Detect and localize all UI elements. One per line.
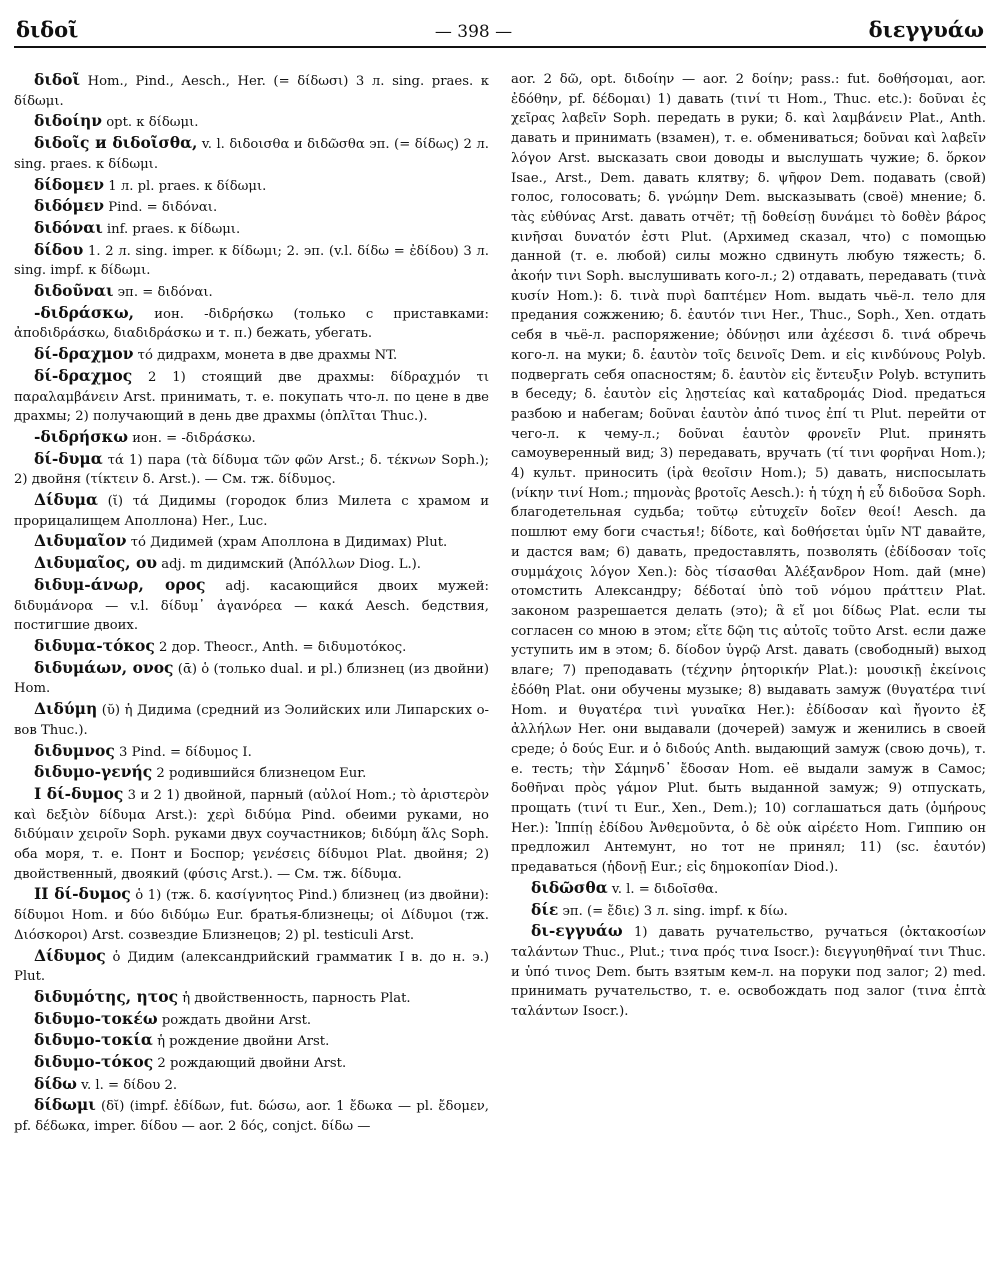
dictionary-entry xyxy=(14,553,489,575)
dictionary-entry xyxy=(14,1030,489,1052)
entry-headword: II δί-δυμος xyxy=(34,884,131,904)
dictionary-entry xyxy=(14,133,489,174)
entry-body: рождать двойни Arst. xyxy=(157,1012,312,1028)
entry-headword: διδυμο-τοκέω xyxy=(34,1008,158,1028)
entry-headword: διδυμνος xyxy=(34,740,115,760)
entry-body: 2 родившийся близнецом Eur. xyxy=(152,766,367,782)
entry-body: (ῐ) τά Дидимы (городок близ Милета с храмом и прорицалищем Аполлона) Her., Luc. xyxy=(14,494,489,529)
running-head-left: διδοῖ xyxy=(16,17,79,42)
entry-headword: διδυμάων, ονος xyxy=(34,657,174,677)
dictionary-entry xyxy=(14,762,489,784)
entry-body: эп. = διδόναι. xyxy=(113,285,213,301)
dictionary-entry xyxy=(14,70,489,111)
dictionary-entry xyxy=(14,575,489,636)
entry-body: 1) давать ручательство, ручаться (ὀκτακοσίων ταλάντων Thuc., Plut.; τινα πρός τινα Isocr.): διεγγυηθῆναί τινι Thuc. и ὑπό τινος Dem. быть взятым кем-л. на поруки под залог; 2) med. принимать ручательство, т. е. освобождать под залог (τινα ἑπτὰ ταλάντων Isocr.). xyxy=(511,925,986,1020)
dictionary-entry xyxy=(14,987,489,1009)
entry-headword: δί-δυμα xyxy=(34,448,103,468)
dictionary-entry xyxy=(14,1009,489,1031)
entry-headword: δί-δραχμον xyxy=(34,344,134,364)
entry-body: τό Дидимей (храм Аполлона в Дидимах) Plut. xyxy=(126,535,448,551)
dictionary-entry xyxy=(14,1095,489,1136)
dictionary-entry xyxy=(511,900,986,922)
entry-headword: διδοίην xyxy=(34,111,103,131)
entry-headword: διδυμο-τοκία xyxy=(34,1030,153,1050)
entry-body: inf. praes. к δίδωμι. xyxy=(102,221,241,237)
entry-headword: διδυμο-τόκος xyxy=(34,1052,154,1072)
entry-body: τό дидрахм, монета в две драхмы NT. xyxy=(133,348,398,364)
entry-headword: διδοῖς и διδοῖσθα, xyxy=(34,133,198,153)
entry-body: opt. к δίδωμι. xyxy=(102,115,199,131)
dictionary-entry xyxy=(14,699,489,740)
entry-body: эп. (= ἔδιε) 3 л. sing. impf. к δίω. xyxy=(558,903,788,919)
dictionary-entry xyxy=(14,946,489,987)
dictionary-entry xyxy=(14,427,489,449)
dictionary-entry xyxy=(14,636,489,658)
page-header xyxy=(14,14,986,48)
entry-body: 2 1) стоящий две драхмы: δίδραχμόν τι παραλαμβάνειν Arst. принимать, т. е. покупать что-л. по цене в две драхмы; 2) получающий в день две драхмы (ὁπλῖται Thuc.). xyxy=(14,369,489,425)
entry-headword: διδοῦναι xyxy=(34,281,114,301)
dictionary-entry xyxy=(14,784,489,885)
dictionary-entry xyxy=(14,1052,489,1074)
entry-headword: δί-δραχμος xyxy=(34,365,133,385)
entry-body: (ῠ) ἡ Дидима (средний из Эолийских или Липарских о-вов Thuc.). xyxy=(14,703,489,738)
entry-body: ион. -διδρήσκω (только с приставками: ἀποδιδράσκω, διαδιδράσκω и т. п.) бежать, убегать. xyxy=(14,306,489,342)
entry-headword: δίε xyxy=(531,899,559,919)
entry-body: 2 дор. Theocr., Anth. = διδυμοτόκος. xyxy=(154,639,407,655)
entry-body: 1. 2 л. sing. imper. к δίδωμι; 2. эп. (v.l. δίδω = ἐδίδου) 3 л. sing. impf. к δίδωμι. xyxy=(14,243,489,279)
entry-body: τά 1) пара (τὰ δίδυμα τῶν φῶν Arst.; δ. τέκνων Soph.); 2) двойня (τίκτειν δ. Arst.). — См. тж. δίδυμος. xyxy=(14,452,489,488)
entry-body: v. l. = δίδου 2. xyxy=(76,1077,178,1093)
dictionary-entry xyxy=(14,303,489,344)
entry-body: (δῐ) (impf. ἐδίδων, fut. δώσω, aor. 1 ἔδωκα — pl. ἔδομεν, pf. δέδωκα, imper. δίδου — aor. 2 δός, conjct. δίδω — xyxy=(14,1099,489,1135)
entry-headword: διδυμότης, ητος xyxy=(34,986,179,1006)
entry-headword: δίδου xyxy=(34,239,84,259)
left-column xyxy=(14,70,489,1137)
dictionary-entry xyxy=(14,884,489,945)
dictionary-entry xyxy=(14,366,489,427)
dictionary-entry xyxy=(511,878,986,900)
page-number: — 398 — xyxy=(434,22,513,42)
entry-headword: Διδύμη xyxy=(34,699,98,719)
entry-headword: Δίδυμος xyxy=(34,945,106,965)
dictionary-entry xyxy=(14,741,489,763)
entry-headword: διδυμ-άνωρ, ορος xyxy=(34,574,206,594)
entry-headword: δίδωμι xyxy=(34,1095,96,1115)
entry-body: 1 л. pl. praes. к δίδωμι. xyxy=(104,178,267,194)
entry-headword: διδυμα-τόκος xyxy=(34,635,155,655)
entry-body: ὁ 1) (тж. δ. κασίγνητος Pind.) близнец (из двойни): δίδυμοι Hom. и δύο διδύμω Eur. братья-близнецы; οἱ Δίδυμοι (тж. Διόσκοροι) Arst. созвездие Близнецов; 2) pl. testiculi Arst. xyxy=(14,888,489,943)
entry-headword: -διδράσκω, xyxy=(34,302,135,322)
entry-headword: δίδω xyxy=(34,1073,77,1093)
dictionary-entry xyxy=(14,240,489,281)
entry-body: ион. = -διδράσκω. xyxy=(128,430,256,446)
dictionary-entry xyxy=(14,218,489,240)
dictionary-entry xyxy=(14,449,489,490)
dictionary-entry xyxy=(14,1074,489,1096)
dictionary-entry xyxy=(14,344,489,366)
right-column xyxy=(511,70,986,1137)
entry-headword: I δί-δυμος xyxy=(34,783,124,803)
entry-headword: διδῶσθα xyxy=(531,877,608,897)
entry-headword: Διδυμαῖος, ου xyxy=(34,553,158,573)
dictionary-entry xyxy=(14,175,489,197)
entry-body: adj. касающийся двоих мужей: διδυμάνορα — v.l. δίδυμ᾽ ἀγανόρεα — κακά Aesch. бедствия, постигшие двоих. xyxy=(14,578,489,634)
dictionary-entry xyxy=(14,111,489,133)
dictionary-entry xyxy=(511,70,986,878)
entry-body: (ᾱ) ὁ (только dual. и pl.) близнец (из двойни) Hom. xyxy=(14,661,489,697)
entry-headword: -διδρήσκω xyxy=(34,426,128,446)
entry-body: aor. 2 δῶ, opt. διδοίην — aor. 2 δοίην; pass.: fut. δοθήσομαι, aor. ἐδόθην, pf. δέδομαι) 1) давать (τινί τι Hom., Thuc. etc.): δοῦναι ἐς χεῖρας λαβεῖν Soph. передать в руки; δ. καὶ λαμβάνειν Plat., Anth. давать и принимать (взамен), т. е. обмениваться; δοῦναι καὶ λαβεῖν λόγον Arst. высказать свои доводы и выслушать чужие; δ. ὅρκον Isae., Arst., Dem. давать клятву; δ. ψῆφον Dem. подавать (свой) голос, голосовать; δ. γνώμην Dem. высказывать (своё) мнение; δ. τὰς εὐθύνας Arst. давать отчёт; τῇ δοθείσῃ δυνάμει τὸ δοθὲν βάρος κινῆσαι δυνατόν ἐστι Plut. (Архимед сказал, что) с помощью данной (т. е. любой) силы можно сдвинуть любую тяжесть; δ. ἀκοήν τινι Soph. выслушивать кого-л.; 2) отдавать, передавать (τινὰ κυσίν Hom.): δ. τινὰ πυρὶ δαπτέμεν Hom. выдать чьё-л. тело для предания сожжению; δ. ἑαυτόν τινι Her., Thuc., Soph., Xen. отдать себя в чьё-л. распоряжение; ὀδύνῃσι или ἀχέεσσι δ. τινά обречь кого-л. на муки; δ. ἑαυτὸν τοῖς δεινοῖς Dem. и εἰς κινδύνους Polyb. подвергать себя опасностям; δ. ἑαυτὸν εἰς ἔντευξιν Polyb. вступить в беседу; δ. ἑαυτὸν εἰς λῃστείας καὶ καταδρομάς Diod. предаться разбою и набегам; δοῦναι ἑαυτὸν ἀπό τινος ἐπί τι Plut. перейти от чего-л. к чему-л.; δοῦναι ἑαυτὸν φρονεῖν Plut. принять самоуверенный вид; 3) передавать, вручать (τί τινι φορῆναι Hom.); 4) культ. приносить (ἱρὰ θεοῖσιν Hom.); 5) давать, ниспосылать (νίκην τινί Hom.; πημονὰς βροτοῖς Aesch.): ἡ τύχη ἡ εὖ διδοῦσα Soph. благодетельная судьба; τοῦτῳ εὐτυχεῖν δοῖεν θεοί! Aesch. да пошлют ему боги счастья!; δίδοτε, καὶ δοθήσεται ὑμῖν NT давайте, и дастся вам; 6) давать, предоставлять, позволять (ἐδίδοσαν τοῖς συμμάχοις λόγον Xen.): δὸς τίσασθαι Ἀλέξανδρον Hom. дай (мне) отомстить Александру; δέδοταί ὑπὸ τοῦ νόμου πράττειν Plat. законом разрешается делать (это); ἃ εἴ μοι δίδως Plat. если ты согласен со мною в этом; εἴτε δῷη τις αὐτοῖς τοῦτο Arst. если даже уступить им в этом; δ. δίοδον ὑγρῷ Arst. давать (свободный) выход влаге; 7) преподавать (τέχνην ῥητορικήν Plat.): μουσικῇ ἐκείνοις ἐδόθη Plat. они обучены музыке; 8) выдавать замуж (θυγατέρα τινί Hom. и θυγατέρα τινὶ γυναῖκα Her.): ἐδίδοσαν καὶ ἤγοντο ἐξ ἀλλήλων Her. они выдавали (дочерей) замуж и женились в своей среде; ὁ δούς Eur. и ὁ διδούς Anth. выдающий замуж (свою дочь), т. е. тесть; τὴν Σάμηνδ᾽ ἔδοσαν Hom. её выдали замуж в Самос; δοθῆναι πρὸς γάμον Plut. быть выданной замуж; 9) отпускать, прощать (τινί τι Eur., Xen., Dem.); 10) соглашаться дать (ὁμήρους Her.): Ἱππίῃ ἐδίδου Ἀνθεμοῦντα, ὁ δὲ οὐκ αἱρέετο Hom. Гиппию он предложил Антемунт, но тот не принял; 11) (sc. ἑαυτόν) предаваться (ἡδονῇ Eur.; εἰς δημοκοπίαν Diod.). xyxy=(511,72,986,876)
entry-body: v. l. διδοισθα и διδῶσθα эп. (= δίδως) 2 л. sing. praes. к δίδωμι. xyxy=(14,137,489,172)
entry-body: ἡ двойственность, парность Plat. xyxy=(178,990,411,1006)
entry-body: v. l. = διδοῖσθα. xyxy=(607,881,719,897)
entry-body: ἡ рождение двойни Arst. xyxy=(152,1034,330,1050)
entry-headword: διδόναι xyxy=(34,217,103,237)
entry-headword: διδυμο-γενής xyxy=(34,762,153,782)
entry-body: 3 Pind. = δίδυμος I. xyxy=(114,744,252,760)
dictionary-entry xyxy=(14,196,489,218)
entry-headword: Δίδυμα xyxy=(34,490,98,510)
entry-body: 2 рождающий двойни Arst. xyxy=(153,1056,347,1072)
dictionary-entry xyxy=(14,531,489,553)
entry-headword: δίδομεν xyxy=(34,174,105,194)
entry-body: adj. m дидимский (Ἀπόλλων Diog. L.). xyxy=(157,557,421,573)
entry-body: Hom., Pind., Aesch., Her. (= δίδωσι) 3 л. sing. praes. к δίδωμι. xyxy=(14,74,489,109)
dictionary-entry xyxy=(14,281,489,303)
entry-body: 3 и 2 1) двойной, парный (αὐλοί Hom.; τὸ ἀριστερὸν καὶ δεξιὸν δίδυμα Arst.): χερὶ διδύμα Pind. обеими руками, но διδύμαιν χειροῖν Soph. руками двух соучастников; διδύμη ἅλς Soph. оба моря, т. е. Понт и Боспор; γενέσεις δίδυμοι Plat. двойня; 2) двойственный, двоякий (φύσις Arst.). — См. тж. δίδυμα. xyxy=(14,787,489,882)
entry-headword: διδοῖ xyxy=(34,70,81,89)
entry-body: Pind. = διδόναι. xyxy=(104,200,218,216)
entry-body: ὁ Дидим (александрийский грамматик I в. до н. э.) Plut. xyxy=(14,949,489,985)
running-head-right: διεγγυάω xyxy=(868,17,984,42)
dictionary-entry xyxy=(14,658,489,699)
columns xyxy=(14,70,986,1137)
dictionary-entry xyxy=(14,490,489,531)
entry-headword: Διδυμαῖον xyxy=(34,531,127,551)
entry-headword: διδόμεν xyxy=(34,196,105,216)
dictionary-entry xyxy=(511,921,986,1022)
entry-headword: δι-εγγυάω xyxy=(531,921,623,941)
